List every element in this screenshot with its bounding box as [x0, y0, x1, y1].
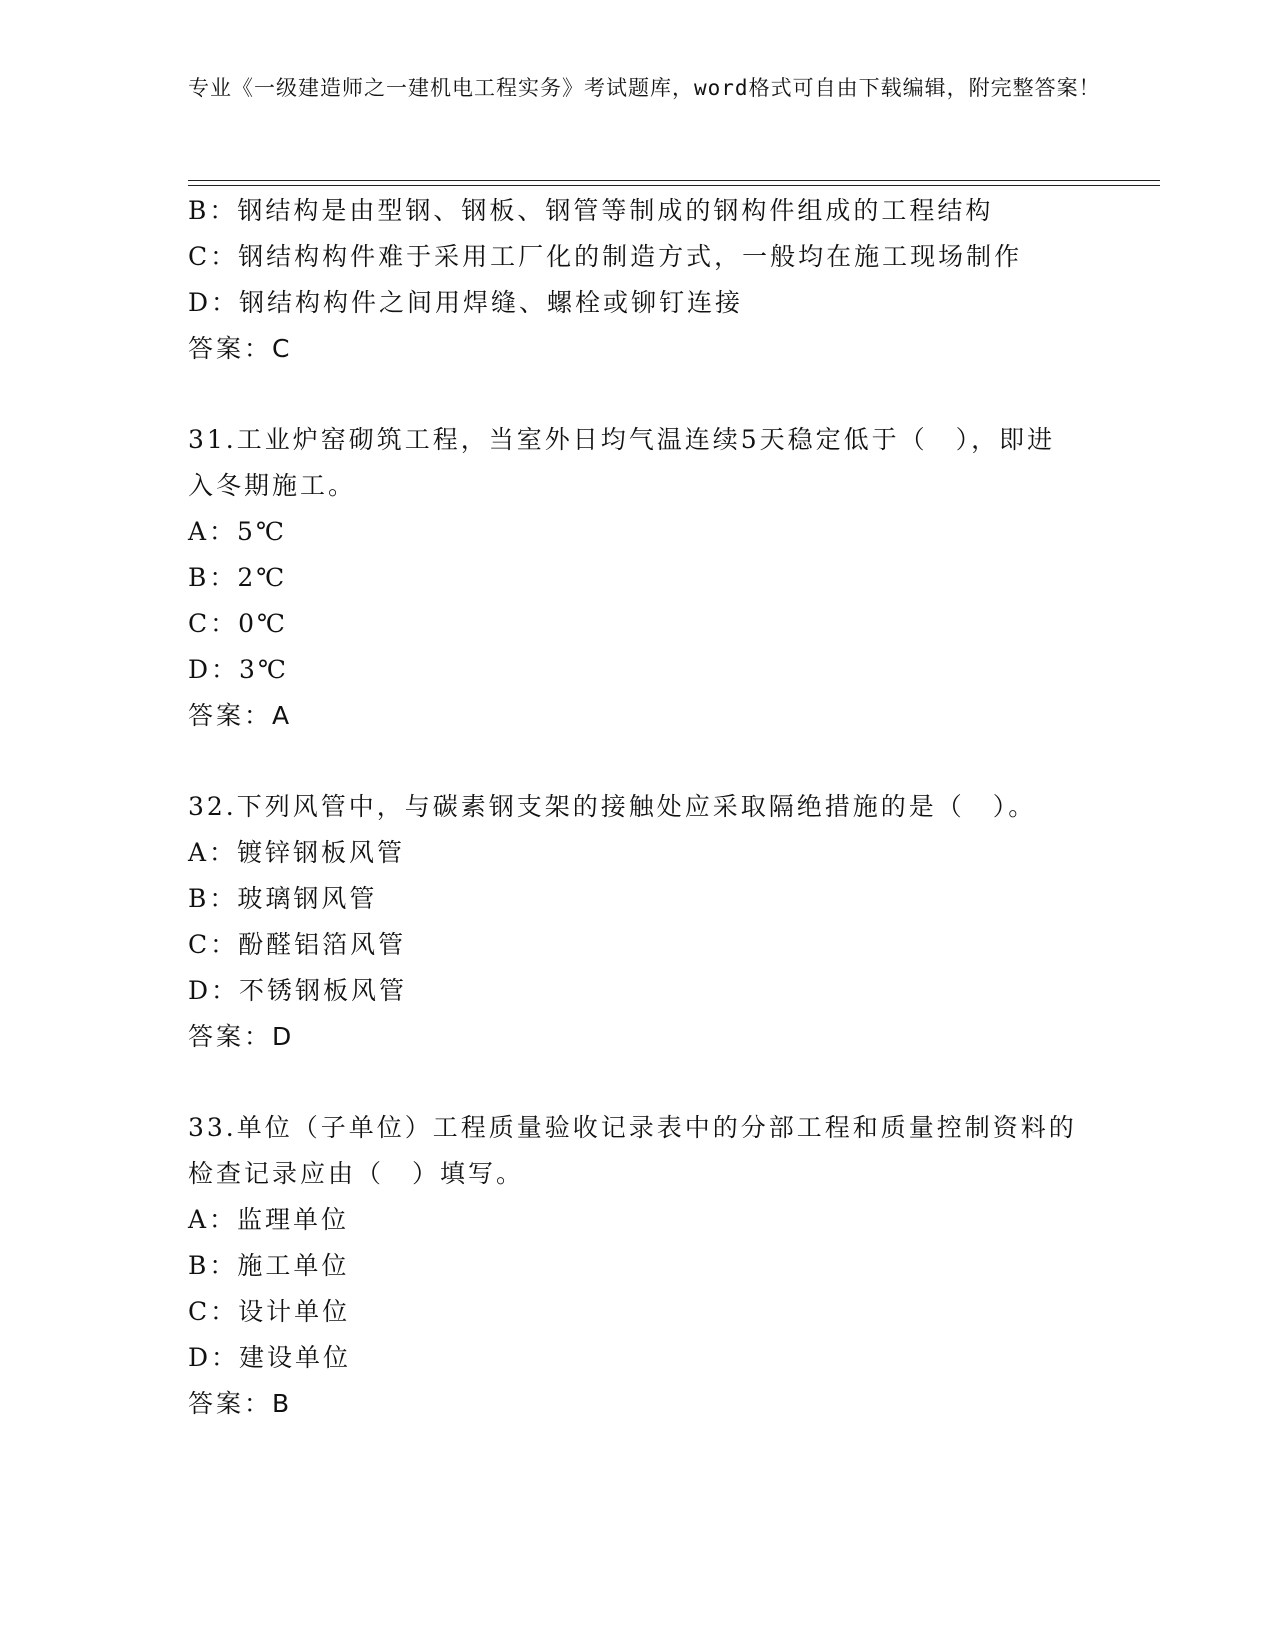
option-b: B：玻璃钢风管: [188, 884, 378, 913]
option-c: C：设计单位: [188, 1297, 351, 1326]
option-a: A：5℃: [188, 517, 287, 546]
question-stem: 31.工业炉窑砌筑工程，当室外日均气温连续5天稳定低于（ ），即进入冬期施工。: [188, 425, 1056, 500]
answer-line: 答案：C: [188, 334, 293, 363]
option-a: A：镀锌钢板风管: [188, 838, 406, 867]
question-list: [188, 188, 1088, 1427]
option-b: B：施工单位: [188, 1251, 350, 1280]
question-32: [188, 784, 1088, 1060]
answer-line: 答案：D: [188, 1022, 295, 1051]
question-33: [188, 1105, 1088, 1427]
option-d: D：不锈钢板风管: [188, 976, 408, 1005]
option-b: B：2℃: [188, 563, 288, 592]
document-header: 专业《一级建造师之一建机电工程实务》考试题库，word格式可自由下载编辑，附完整答案！: [188, 76, 1101, 100]
answer-line: 答案：A: [188, 701, 293, 730]
question-31: [188, 417, 1088, 739]
option-d: D：3℃: [188, 655, 289, 684]
option-d: D：钢结构构件之间用焊缝、螺栓或铆钉连接: [188, 288, 744, 317]
option-d: D：建设单位: [188, 1343, 352, 1372]
question-stem: 32.下列风管中，与碳素钢支架的接触处应采取隔绝措施的是（ ）。: [188, 792, 1037, 821]
header-divider: [188, 180, 1160, 186]
option-c: C：0℃: [188, 609, 289, 638]
option-b: B：钢结构是由型钢、钢板、钢管等制成的钢构件组成的工程结构: [188, 196, 994, 225]
spacer: [188, 1060, 1088, 1105]
answer-line: 答案：B: [188, 1389, 293, 1418]
question-stem: 33.单位（子单位）工程质量验收记录表中的分部工程和质量控制资料的检查记录应由（ ）填写。: [188, 1113, 1077, 1188]
option-a: A：监理单位: [188, 1205, 350, 1234]
spacer: [188, 739, 1088, 784]
previous-question-tail: [188, 188, 1088, 372]
spacer: [188, 372, 1088, 417]
option-c: C：钢结构构件难于采用工厂化的制造方式，一般均在施工现场制作: [188, 242, 1023, 271]
option-c: C：酚醛铝箔风管: [188, 930, 407, 959]
